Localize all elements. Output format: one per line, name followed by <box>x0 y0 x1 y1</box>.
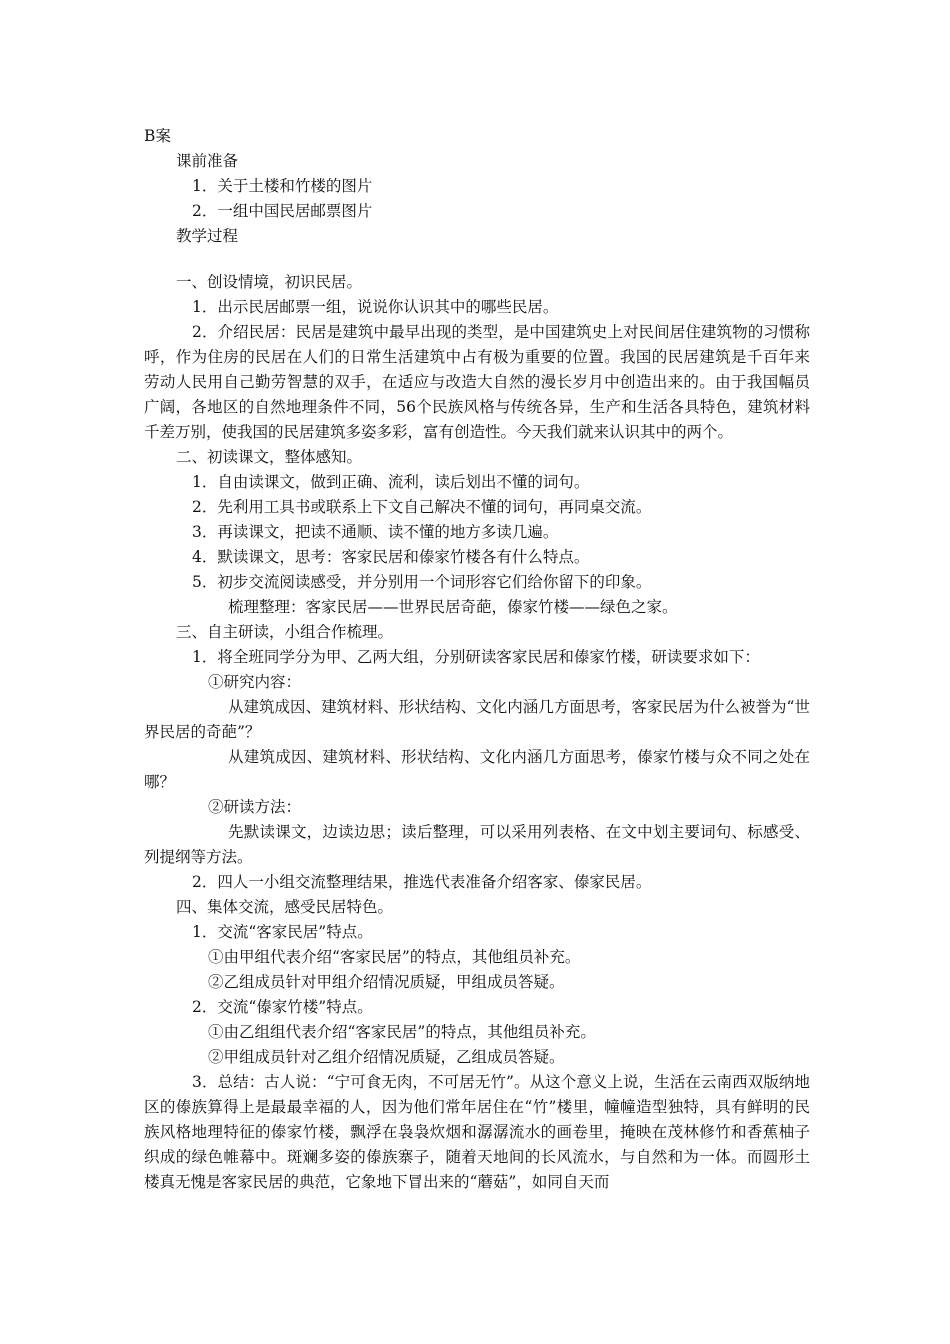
section-2-item-4: 4．默读课文，思考：客家民居和傣家竹楼各有什么特点。 <box>192 548 590 566</box>
section-4-item-1: 1．交流“客家民居”特点。 <box>192 923 373 941</box>
section-1-heading: 一、创设情境，初识民居。 <box>176 273 363 291</box>
prep-item-2: 2．一组中国民居邮票图片 <box>192 202 373 220</box>
section-3-item-1: 1．将全班同学分为甲、乙两大组，分别研读客家民居和傣家竹楼，研读要求如下： <box>192 648 760 666</box>
section-4-item-3: 3．总结：古人说：“宁可食无肉，不可居无竹”。从这个意义上说，生活在云南西双版纳地区的傣族算得上是最最幸福的人，因为他们常年居住在“竹”楼里，幢幢造型独特，具有鲜明的民族风格地理特征的傣家竹楼，飘浮在袅袅炊烟和潺潺流水的画卷里，掩映在茂林修竹和香蕉柚子织成的绿色帷幕中。斑斓多姿的傣族寨子，随着天地间的长风流水，与自然和为一体。而圆形土楼真无愧是客家民居的典范，它象地下冒出来的“蘑菇”，如同自天而 <box>144 1073 810 1191</box>
section-2-item-3: 3．再读课文，把读不通顺、读不懂的地方多读几遍。 <box>192 523 559 541</box>
section-4-item-2-b: ②甲组成员针对乙组介绍情况质疑，乙组成员答疑。 <box>208 1048 565 1066</box>
section-3-method-text: 先默读课文，边读边思；读后整理，可以采用列表格、在文中划主要词句、标感受、列提纲等方法。 <box>144 823 810 866</box>
section-4-heading: 四、集体交流，感受民居特色。 <box>176 898 394 916</box>
section-4-item-2: 2．交流“傣家竹楼”特点。 <box>192 998 373 1016</box>
section-4-item-2-a: ①由乙组组代表介绍“客家民居”的特点，其他组员补充。 <box>208 1023 596 1041</box>
section-3-method-label: ②研读方法： <box>208 798 302 816</box>
section-2-item-5: 5．初步交流阅读感受，并分别用一个词形容它们给你留下的印象。 <box>192 573 652 591</box>
section-3-content-a: 从建筑成因、建筑材料、形状结构、文化内涵几方面思考，客家民居为什么被誉为“世界民居的奇葩”？ <box>144 698 810 741</box>
section-1-item-2: 2．介绍民居：民居是建筑中最早出现的类型，是中国建筑史上对民间居住建筑物的习惯称呼，作为住房的民居在人们的日常生活建筑中占有极为重要的位置。我国的民居建筑是千百年来劳动人民用自己勤劳智慧的双手，在适应与改造大自然的漫长岁月中创造出来的。由于我国幅员广阔，各地区的自然地理条件不同，56个民族风格与传统各异，生产和生活各具特色，建筑材料千差万别，使我国的民居建筑多姿多彩，富有创造性。今天我们就来认识其中的两个。 <box>144 323 810 441</box>
document-page <box>144 124 810 1195</box>
prep-heading: 课前准备 <box>176 152 239 170</box>
section-3-heading: 三、自主研读，小组合作梳理。 <box>176 623 394 641</box>
section-3-content-label: ①研究内容： <box>208 673 302 691</box>
plan-title: B案 <box>144 127 171 145</box>
section-2-summary: 梳理整理：客家民居——世界民居奇葩，傣家竹楼——绿色之家。 <box>228 598 678 616</box>
section-2-item-2: 2．先利用工具书或联系上下文自己解决不懂的词句，再同桌交流。 <box>192 498 652 516</box>
process-heading: 教学过程 <box>176 227 239 245</box>
section-2-item-1: 1．自由读课文，做到正确、流利，读后划出不懂的词句。 <box>192 473 590 491</box>
blank-line <box>144 249 810 270</box>
section-3-content-b: 从建筑成因、建筑材料、形状结构、文化内涵几方面思考，傣家竹楼与众不同之处在哪？ <box>144 748 810 791</box>
section-3-item-2: 2．四人一小组交流整理结果，推选代表准备介绍客家、傣家民居。 <box>192 873 652 891</box>
section-4-item-1-a: ①由甲组代表介绍“客家民居”的特点，其他组员补充。 <box>208 948 581 966</box>
prep-item-1: 1．关于土楼和竹楼的图片 <box>192 177 373 195</box>
section-1-item-1: 1．出示民居邮票一组，说说你认识其中的哪些民居。 <box>192 298 559 316</box>
section-2-heading: 二、初读课文，整体感知。 <box>176 448 363 466</box>
section-4-item-1-b: ②乙组成员针对甲组介绍情况质疑，甲组成员答疑。 <box>208 973 565 991</box>
